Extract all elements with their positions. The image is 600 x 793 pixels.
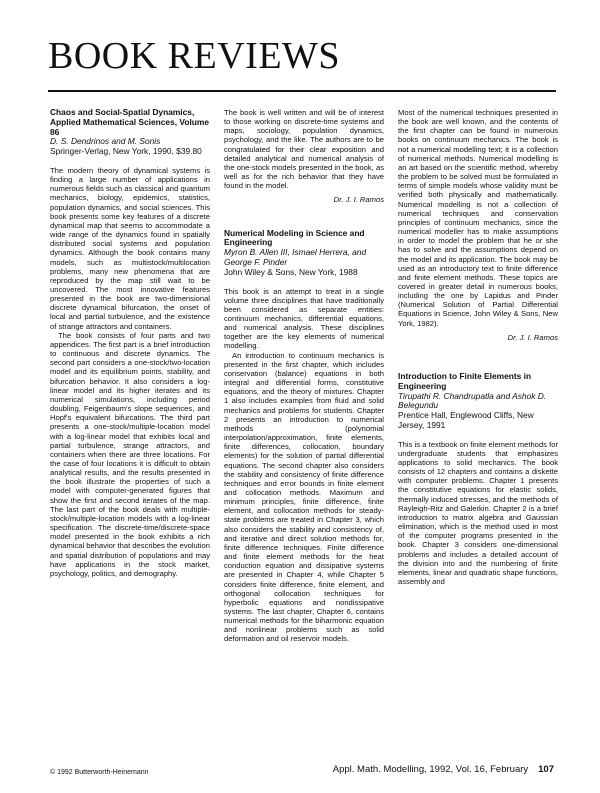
- page-number: 107: [538, 764, 554, 775]
- review-2-paragraph: An introduction to continuum mechanics is presented in the first chapter, which includes conservation (balance) equations in both integral and differential forms, constitutive equations, and the theory of mixtures. Chapter 1 also includes examples from fluid and solid mechanics and problems for students. Chapter 2 presents an introduction to numerical methods (polynomial interpolation/approximation, finite elements, finite differences, collocation, boundary elements) for the solution of partial differential equations. The second chapter also considers the stability and consistency of finite difference techniques and error bounds in finite element and collocation methods. Maximum and minimum principles, finite difference, finite element, and collocation methods for steady-state problems are treated in Chapter 3, which also considers the stability and consistency of, and iterative and direct solution methods for, finite difference techniques. Finite difference and finite element methods for the heat conduction equation and dissipative systems are presented in Chapter 4, while Chapter 5 considers finite difference, finite element, and orthogonal collocation techniques for hyperbolic equations and nondissipative systems. The last chapter, Chapter 6, contains numerical methods for the biharmonic equation and nonlinear problems such as solid deformation and oil reservoir models.: [224, 350, 384, 644]
- review-3-paragraph: This is a textbook on finite element methods for undergraduate students that emphasizes applications to solid mechanics. The book consists of 12 chapters and contains a diskette with computer problems. Chapter 1 presents the constitutive equations for elastic solids, thermally induced stresses, and the methods of Rayleigh-Ritz and Galerkin. Chapter 2 is a brief introduction to matrix algebra and Gaussian elimination, which is the method used in most of the computer programs presented in the book. Chapter 3 considers one-dimensional problems and includes a detailed account of the division into and the numbering of finite elements, linear and quadratic shape functions, assembly and: [398, 439, 558, 587]
- review-1-body: [50, 166, 210, 578]
- review-1-paragraph: The book is well written and will be of interest to those working on discrete-time systems and maps, sociology, population dynamics, psychology, and the like. The authors are to be congratulated for their clear exposition and detailed analytical and numerical analysis of the one-stock models presented in the book, as well as for the rich behavior that they have found in the model.: [224, 108, 384, 191]
- review-2-signature: Dr. J. I. Ramos: [507, 332, 558, 342]
- column-1: [50, 108, 210, 578]
- review-2-publisher: John Wiley & Sons, New York, 1988: [224, 266, 358, 277]
- review-1-signature: Dr. J. I. Ramos: [333, 195, 384, 205]
- page-title: BOOK REVIEWS: [48, 35, 341, 77]
- review-1-paragraph: The modern theory of dynamical systems is finding a large number of applications in numerous fields such as classical and quantum mechanics, biology, epidemics, statistics, population dynamics, and social sciences. This book presents some key features of a discrete dynamical map that seems to accommodate a wide range of the dynamics found in spatially distributed social systems and population dynamics. Although the book contains many models, such as multistock/multilocation problems, many new phenomena that are reproduced by the map still wait to be uncovered. The most innovative features presented in the book are two-dimensional discrete dynamical bifurcation, the onset of local and partial turbulence, and the existence of strange attractors and containers.: [50, 165, 210, 331]
- footer-journal-info: [333, 764, 554, 775]
- header-rule: [48, 90, 556, 92]
- review-1-publisher: Springer-Verlag, New York, 1990, $39.80: [50, 146, 202, 157]
- review-3-title: Introduction to Finite Elements in Engineering: [398, 370, 532, 391]
- review-1-authors: D. S. Dendrinos and M. Sonis: [50, 136, 161, 147]
- column-3: [398, 108, 558, 586]
- review-1-title: Chaos and Social-Spatial Dynamics, Applied Mathematical Sciences, Volume 86: [50, 107, 210, 137]
- review-2-body-continued: [398, 108, 558, 328]
- review-2-paragraph: Most of the numerical techniques presented in the book are well known, and the contents of the first chapter can be found in numerous books on continuum mechanics. The book is not a numerical modelling text; it is a collection of numerical methods. Numerical modelling is an art based on the scientific method, whereby the problem to be solved must be formulated in terms of simple models whose validity must be verified both physically and mathematically. Numerical modelling is not a collection of numerical techniques and conservation principles of continuum mechanics, since the numerical modeller has to make assumptions in order to model the problem that he or she has to solve and the assumptions depend on the model and its application. The book may be used as an introductory text to finite difference and finite element methods. These topics are covered in greater detail in numerous books, including the one by Lapidus and Pinder (Numerical Solution of Partial Differential Equations in Science, John Wiley & Sons, New York, 1982).: [398, 108, 558, 328]
- review-1-body-continued: [224, 108, 384, 190]
- review-3-authors: Tirupathi R. Chandrupatla and Ashok D. Belegundu: [398, 390, 547, 411]
- page-header: [48, 36, 340, 76]
- review-2-authors: Myron B. Allen III, Ismael Herrera, and George F. Pinder: [224, 247, 367, 267]
- review-1-paragraph: The book consists of four parts and two appendices. The first part is a brief introduction to continuous and discrete dynamics. The second part considers a one-stock/two-location model and its equilibrium points, stability, and bifurcation behavior. It also considers a log-linear model and its higher iterates and its numerical simulations, including period doubling, Feigenbaum's slope sequences, and Hopf's equivalent bifurcations. The third part presents a one-stock/multiple-location model with a log-linear model that exhibits local and partial turbulence, strange attractors, and containers when there are three locations. For the case of four locations it is difficult to obtain analytical results, and the results presented in the book illustrate the properties of such a model with computer-generated figures that show the first and second iterates of the map. The last part of the book deals with multiple-stock/multiple-location models with a log-linear specification. The discrete-time/discrete-space model presented in the book exhibits a rich dynamical behavior that describes the evolution and spatial distribution of populations and may have applications in the stock market, psychology, politics, and demography.: [50, 330, 210, 578]
- review-2-heading: [224, 229, 384, 278]
- column-2: [224, 108, 384, 644]
- review-2: [224, 229, 384, 644]
- review-3-heading: [398, 372, 558, 431]
- review-2-paragraph: This book is an attempt to treat in a single volume three disciplines that have traditionally been considered as separate entities: continuum mechanics, differential equations, and numerical analysis. These disciplines together are the key elements of numerical modelling.: [224, 286, 384, 351]
- review-2-body: [224, 287, 384, 644]
- review-3-publisher: Prentice Hall, Englewood Cliffs, New Jersey, 1991: [398, 410, 534, 430]
- review-1: [50, 108, 210, 578]
- review-1-heading: [50, 108, 210, 157]
- review-3: [398, 372, 558, 586]
- footer-journal: Appl. Math. Modelling, 1992, Vol. 16, February: [332, 764, 529, 775]
- review-3-body: [398, 440, 558, 587]
- review-2-title: Numerical Modeling in Science and Engineering: [224, 227, 365, 248]
- footer-copyright: © 1992 Butterworth-Heinemann: [50, 769, 149, 776]
